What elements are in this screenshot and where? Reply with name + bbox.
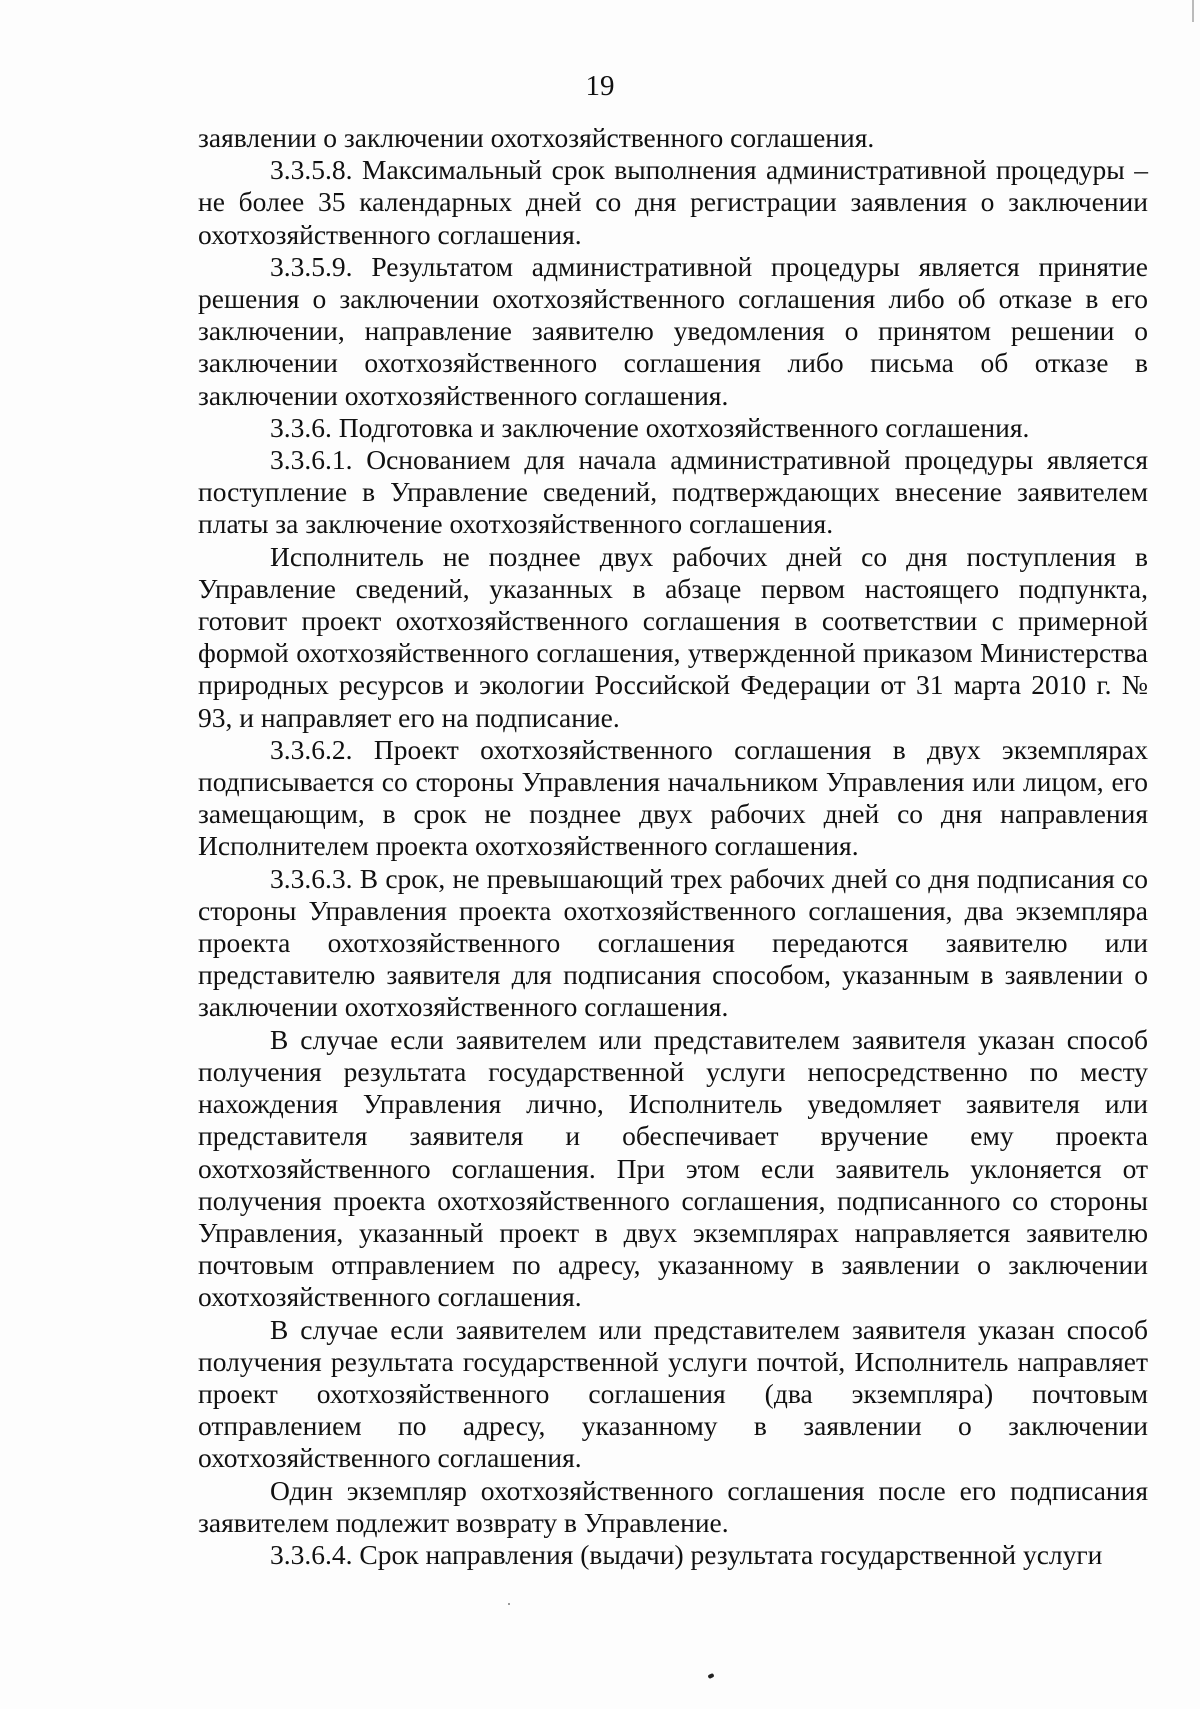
scan-edge-mark	[1192, 0, 1194, 22]
paragraph-3-3-6-3: 3.3.6.3. В срок, не превышающий трех рабочих дней со дня подписания со стороны Управления проекта охотхозяйственного соглашения, два экземпляра проекта охотхозяйственного соглашения передаются заявителю или представителю заявителя для подписания способом, указанным в заявлении о заключении охотхозяйственного соглашения.	[198, 862, 1148, 1023]
paragraph-3-3-5-9: 3.3.5.9. Результатом административной процедуры является принятие решения о заключении охотхозяйственного соглашения либо об отказе в его заключении, направление заявителю уведомления о принятом решении о заключении охотхозяйственного соглашения либо письма об отказе в заключении охотхозяйственного соглашения.	[198, 250, 1148, 411]
paragraph-continuation: заявлении о заключении охотхозяйственного соглашения.	[198, 122, 875, 153]
paragraph-return-copy: Один экземпляр охотхозяйственного соглашения после его подписания заявителем подлежит возврату в Управление.	[198, 1474, 1148, 1538]
document-body	[198, 122, 1148, 1571]
scan-speck	[707, 1673, 714, 1679]
scan-speck	[508, 1603, 510, 1605]
paragraph-3-3-6-4: 3.3.6.4. Срок направления (выдачи) результата государственной услуги	[270, 1538, 1103, 1570]
paragraph-by-mail: В случае если заявителем или представителем заявителя указан способ получения результата государственной услуги почтой, Исполнитель направляет проект охотхозяйственного соглашения (два экземпляра) почтовым отправлением по адресу, указанному в заявлении о заключении охотхозяйственного соглашения.	[198, 1313, 1148, 1474]
paragraph-in-person: В случае если заявителем или представителем заявителя указан способ получения результата государственной услуги непосредственно по месту нахождения Управления лично, Исполнитель уведомляет заявителя или представителя заявителя и обеспечивает вручение ему проекта охотхозяйственного соглашения. При этом если заявитель уклоняется от получения проекта охотхозяйственного соглашения, подписанного со стороны Управления, указанный проект в двух экземплярах направляется заявителю почтовым отправлением по адресу, указанному в заявлении о заключении охотхозяйственного соглашения.	[198, 1023, 1148, 1313]
paragraph-3-3-6-2: 3.3.6.2. Проект охотхозяйственного соглашения в двух экземплярах подписывается со стороны Управления начальником Управления или лицом, его замещающим, в срок не позднее двух рабочих дней со дня направления Исполнителем проекта охотхозяйственного соглашения.	[198, 733, 1148, 862]
paragraph-3-3-6-heading: 3.3.6. Подготовка и заключение охотхозяйственного соглашения.	[270, 411, 1030, 443]
paragraph-executor-prepares: Исполнитель не позднее двух рабочих дней со дня поступления в Управление сведений, указанных в абзаце первом настоящего подпункта, готовит проект охотхозяйственного соглашения в соответствии с примерной формой охотхозяйственного соглашения, утвержденной приказом Министерства природных ресурсов и экологии Российской Федерации от 31 марта 2010 г. № 93, и направляет его на подписание.	[198, 540, 1148, 733]
page-number: 19	[585, 70, 615, 102]
paragraph-3-3-5-8: 3.3.5.8. Максимальный срок выполнения административной процедуры – не более 35 календарных дней со дня регистрации заявления о заключении охотхозяйственного соглашения.	[198, 154, 1148, 250]
paragraph-3-3-6-1: 3.3.6.1. Основанием для начала административной процедуры является поступление в Управление сведений, подтверждающих внесение заявителем платы за заключение охотхозяйственного соглашения.	[198, 444, 1148, 540]
